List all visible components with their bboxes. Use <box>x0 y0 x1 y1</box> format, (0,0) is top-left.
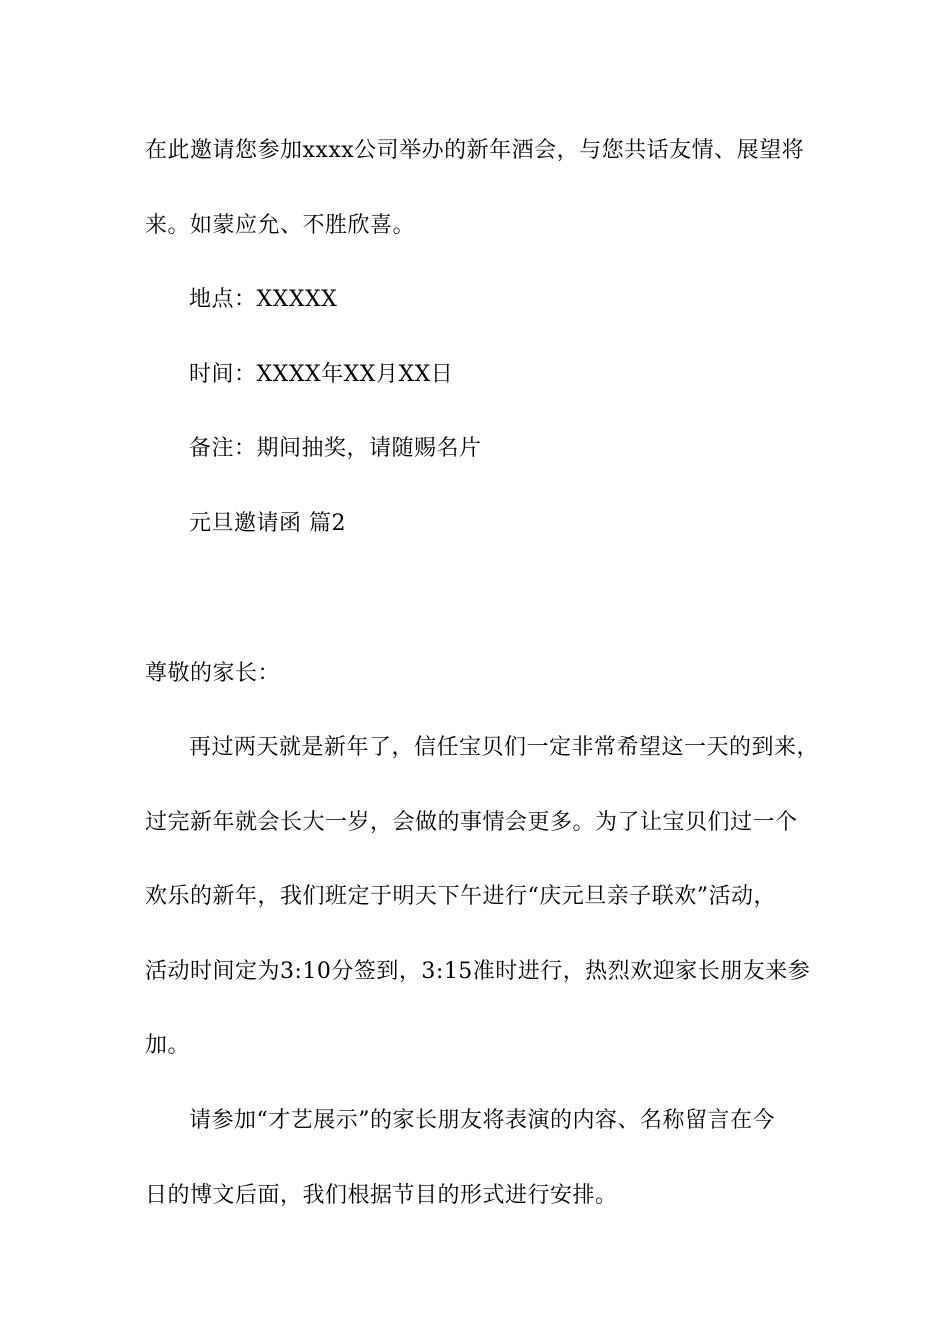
body-paragraph-1-line-1: 再过两天就是新年了，信任宝贝们一定非常希望这一天的到来， <box>189 735 820 760</box>
invitation-paragraph-line-1: 在此邀请您参加xxxx公司举办的新年酒会，与您共话友情、展望将 <box>145 138 805 163</box>
body-paragraph-2-line-1: 请参加“才艺展示”的家长朋友将表演的内容、名称留言在今 <box>189 1108 775 1133</box>
body-paragraph-1-line-3: 欢乐的新年，我们班定于明天下午进行“庆元旦亲子联欢”活动， <box>145 884 776 909</box>
invitation-paragraph-line-2: 来。如蒙应允、不胜欣喜。 <box>145 213 416 238</box>
body-paragraph-1-line-5: 加。 <box>145 1033 191 1058</box>
time-line: 时间：XXXX年XX月XX日 <box>189 362 454 387</box>
location-line: 地点：XXXXX <box>189 287 338 312</box>
body-paragraph-2-line-2: 日的博文后面，我们根据节目的形式进行安排。 <box>145 1183 618 1208</box>
remark-line: 备注：期间抽奖，请随赐名片 <box>189 436 482 461</box>
body-paragraph-1-line-2: 过完新年就会长大一岁，会做的事情会更多。为了让宝贝们过一个 <box>145 810 798 835</box>
salutation: 尊敬的家长： <box>145 661 281 686</box>
body-paragraph-1-line-4: 活动时间定为3:10分签到，3:15准时进行，热烈欢迎家长朋友来参 <box>145 959 811 984</box>
section-title: 元旦邀请函 篇2 <box>189 511 346 536</box>
